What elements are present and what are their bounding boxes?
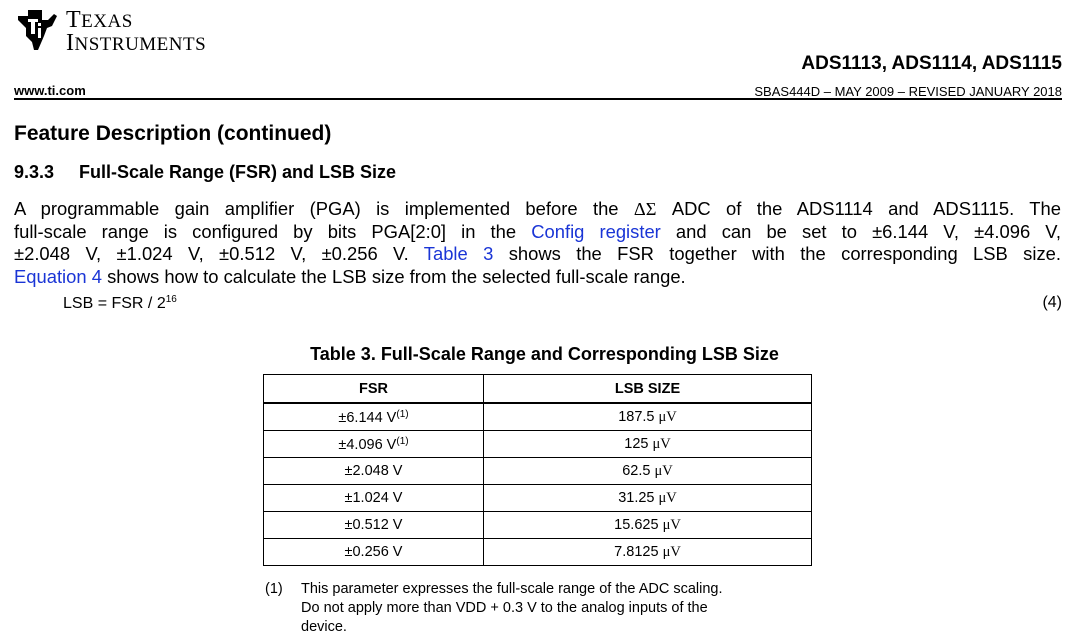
table-row — [264, 403, 812, 431]
fsr-cell: ±0.256 V — [264, 539, 484, 566]
equation: LSB = FSR / $2^{16}$ — [63, 294, 177, 312]
fsr-column-header: FSR — [264, 375, 484, 404]
delta-sigma-symbol: ΔΣ — [633, 199, 657, 219]
footnote-ref[interactable]: (1) — [396, 435, 409, 447]
table-row — [264, 512, 812, 539]
logo-line-instruments: INSTRUMENTS — [66, 30, 207, 56]
table-title: Table 3. Full-Scale Range and Corresponding LSB Size — [310, 344, 779, 364]
device-names: ADS1113, ADS1114, ADS1115 — [801, 53, 1062, 74]
footnote-text: This parameter expresses the full-scale range of the ADC scaling. Do not apply more than VDD + 0.3 V to the analog inputs of the device. — [301, 581, 723, 635]
body-paragraph — [14, 198, 1061, 288]
config-register-link[interactable]: Config register — [531, 220, 661, 242]
subsection-heading — [14, 162, 396, 183]
table-row — [264, 539, 812, 566]
equation-exponent: 16 — [165, 294, 177, 305]
fsr-cell: ±4.096 $V^{(1)}$ — [264, 431, 484, 458]
lsb-cell: 7.8125 μV — [484, 539, 812, 566]
equation-4-link[interactable]: Equation 4 — [14, 265, 102, 287]
subsection-title: Full-Scale Range (FSR) and LSB Size — [79, 162, 397, 182]
fsr-cell: ±1.024 V — [264, 485, 484, 512]
paragraph-line-4: Equation 4 shows how to calculate the LSB size from the selected full-scale range. — [14, 265, 686, 287]
fsr-cell: ±0.512 V — [264, 512, 484, 539]
header-rule — [14, 98, 1062, 100]
table-row — [264, 431, 812, 458]
logo-line-texas: TEXAS — [66, 7, 133, 33]
table-row — [264, 485, 812, 512]
fsr-table — [263, 374, 812, 566]
section-heading: Feature Description (continued) — [14, 122, 332, 145]
subsection-number: 9.3.3 — [14, 162, 55, 182]
equation-number: (4) — [1042, 294, 1062, 311]
website-link[interactable]: www.ti.com — [14, 83, 86, 98]
lsb-cell: 125 μV — [484, 431, 812, 458]
lsb-size-column-header: LSB SIZE — [484, 375, 812, 404]
lsb-cell: 62.5 μV — [484, 458, 812, 485]
footnote-mark: (1) — [265, 581, 283, 597]
table-footnote — [265, 580, 825, 637]
table-row — [264, 458, 812, 485]
table-3-link[interactable]: Table 3 — [423, 243, 494, 264]
paragraph-line-2: full-scale range is configured by bits PGA[2:0] in the Config register and can be set to ±6.144 V, ±4.096 V, — [14, 220, 1061, 242]
fsr-cell: ±6.144 $V^{(1)}$ — [264, 403, 484, 431]
paragraph-line-3: ±2.048 V, ±1.024 V, ±0.512 V, ±0.256 V. Table 3 shows the FSR together with the corresponding LSB size. — [14, 243, 1061, 264]
footnote-ref[interactable]: (1) — [396, 408, 409, 420]
ti-logo — [14, 6, 214, 54]
ti-logo-icon — [14, 6, 60, 52]
fsr-cell: ±2.048 V — [264, 458, 484, 485]
lsb-cell: 31.25 μV — [484, 485, 812, 512]
lsb-cell: 187.5 μV — [484, 403, 812, 431]
document-number: SBAS444D – MAY 2009 – REVISED JANUARY 2018 — [754, 84, 1062, 99]
table-header-row — [264, 375, 812, 404]
lsb-cell: 15.625 μV — [484, 512, 812, 539]
paragraph-line-1: A programmable gain amplifier (PGA) is implemented before the ΔΣ ADC of the ADS1114 and ADS1115. The — [14, 198, 1061, 219]
